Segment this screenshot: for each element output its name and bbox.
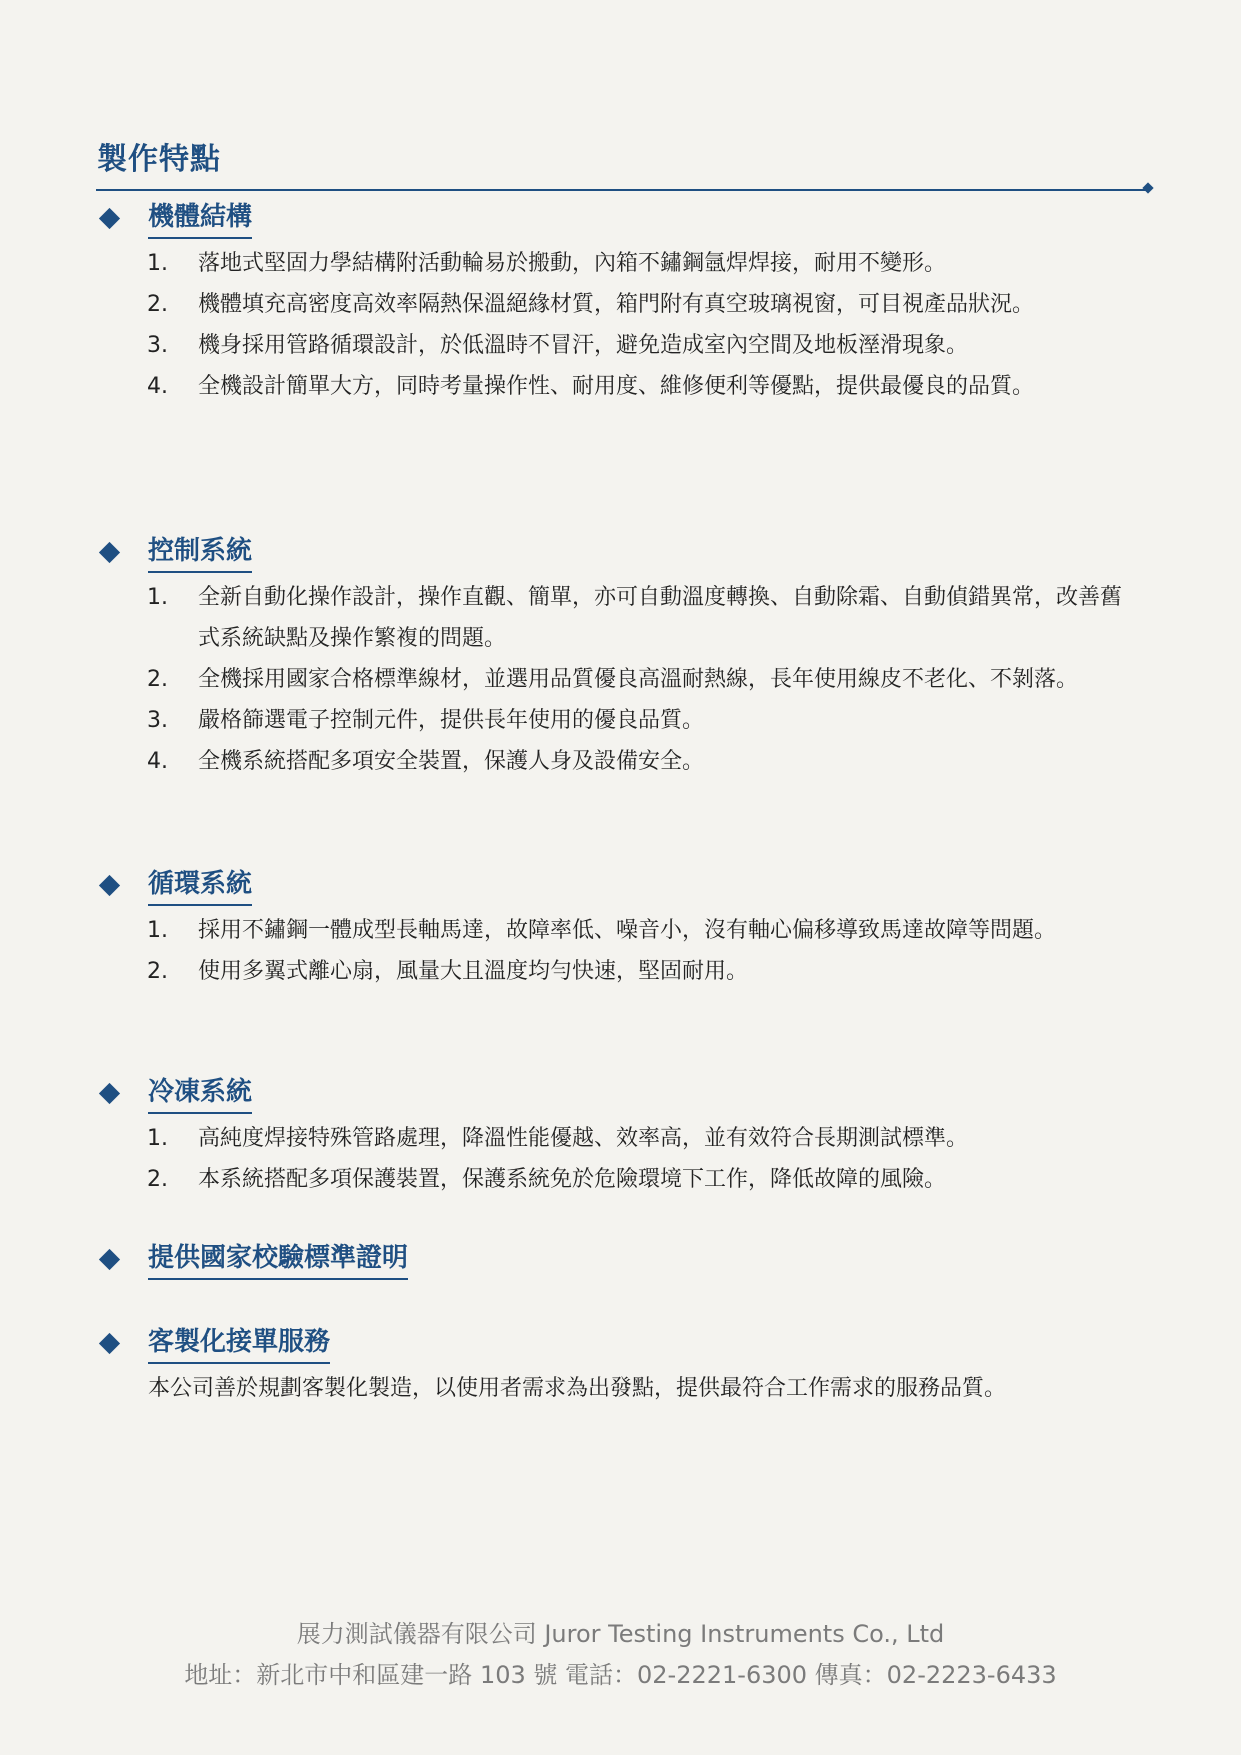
section-calibration-certificate: [0, 1240, 1241, 1284]
item-text: 全機設計簡單大方，同時考量操作性、耐用度、維修便利等優點，提供最優良的品質。: [198, 374, 1035, 399]
item-number: 3.: [147, 708, 168, 733]
title-rule-diamond: [1142, 182, 1153, 193]
footer-contact: 地址：新北市中和區建一路 103 號 電話：02-2221-6300 傳真：02-2223-6433: [184, 1661, 1057, 1689]
diamond-bullet-icon: [98, 207, 122, 231]
item-number: 1.: [147, 918, 168, 943]
item-number: 2.: [147, 959, 168, 984]
item-text: 機身採用管路循環設計，於低溫時不冒汗，避免造成室內空間及地板溼滑現象。: [198, 333, 969, 358]
item-text: 高純度焊接特殊管路處理，降溫性能優越、效率高，並有效符合長期測試標準。: [198, 1126, 969, 1151]
list-item: [0, 741, 1241, 782]
footer-company: 展力測試儀器有限公司 Juror Testing Instruments Co., Ltd: [296, 1620, 945, 1648]
section-machine-structure: [0, 199, 1241, 407]
item-number: 1.: [147, 1126, 168, 1151]
section-custom-orders: [0, 1324, 1241, 1409]
list-item: [0, 284, 1241, 325]
section-title: 客製化接單服務: [148, 1324, 330, 1364]
section-control-system: [0, 533, 1241, 782]
item-number: 3.: [147, 333, 168, 358]
item-text: 採用不鏽鋼一體成型長軸馬達，故障率低、噪音小，沒有軸心偏移導致馬達故障等問題。: [198, 918, 1057, 943]
diamond-bullet-icon: [98, 1082, 122, 1106]
list-item: [0, 951, 1241, 992]
section-title: 機體結構: [148, 199, 252, 239]
item-list: [0, 1118, 1241, 1200]
item-text: 全機系統搭配多項安全裝置，保護人身及設備安全。: [198, 749, 705, 774]
item-number: 2.: [147, 292, 168, 317]
item-text: 全機採用國家合格標準線材，並選用品質優良高溫耐熱線，長年使用線皮不老化、不剝落。: [198, 667, 1079, 692]
item-number: 2.: [147, 667, 168, 692]
list-item: [0, 1159, 1241, 1200]
diamond-bullet-icon: [98, 874, 122, 898]
section-title: 循環系統: [148, 866, 252, 906]
section-title: 冷凍系統: [148, 1074, 252, 1114]
title-rule: [96, 189, 1150, 191]
diamond-bullet-icon: [98, 541, 122, 565]
section-circulation-system: [0, 866, 1241, 992]
item-text: 落地式堅固力學結構附活動輪易於搬動，內箱不鏽鋼氬焊焊接，耐用不變形。: [198, 251, 947, 276]
section-description: 本公司善於規劃客製化製造，以使用者需求為出發點，提供最符合工作需求的服務品質。: [148, 1376, 1007, 1401]
list-item: [0, 1118, 1241, 1159]
item-text: 嚴格篩選電子控制元件，提供長年使用的優良品質。: [198, 708, 705, 733]
item-number: 1.: [147, 251, 168, 276]
section-title: 提供國家校驗標準證明: [148, 1240, 408, 1280]
item-text: 機體填充高密度高效率隔熱保溫絕緣材質，箱門附有真空玻璃視窗，可目視產品狀況。: [198, 292, 1035, 317]
item-list: [0, 243, 1241, 407]
section-title: 控制系統: [148, 533, 252, 573]
page-title: 製作特點: [97, 142, 221, 177]
item-text: 本系統搭配多項保護裝置，保護系統免於危險環境下工作，降低故障的風險。: [198, 1167, 947, 1192]
item-number: 4.: [147, 749, 168, 774]
item-number: 1.: [147, 585, 168, 610]
list-item: [0, 577, 1241, 659]
item-text: 全新自動化操作設計，操作直觀、簡單，亦可自動溫度轉換、自動除霜、自動偵錯異常，改善舊式系統缺點及操作繁複的問題。: [198, 585, 1123, 651]
list-item: [0, 700, 1241, 741]
section-refrigeration-system: [0, 1074, 1241, 1200]
diamond-bullet-icon: [98, 1248, 122, 1272]
list-item: [0, 325, 1241, 366]
list-item: [0, 366, 1241, 407]
item-text: 使用多翼式離心扇，風量大且溫度均勻快速，堅固耐用。: [198, 959, 749, 984]
list-item: [0, 910, 1241, 951]
item-list: [0, 577, 1241, 782]
list-item: [0, 243, 1241, 284]
item-number: 2.: [147, 1167, 168, 1192]
item-list: [0, 910, 1241, 992]
list-item: [0, 659, 1241, 700]
item-number: 4.: [147, 374, 168, 399]
diamond-bullet-icon: [98, 1332, 122, 1356]
